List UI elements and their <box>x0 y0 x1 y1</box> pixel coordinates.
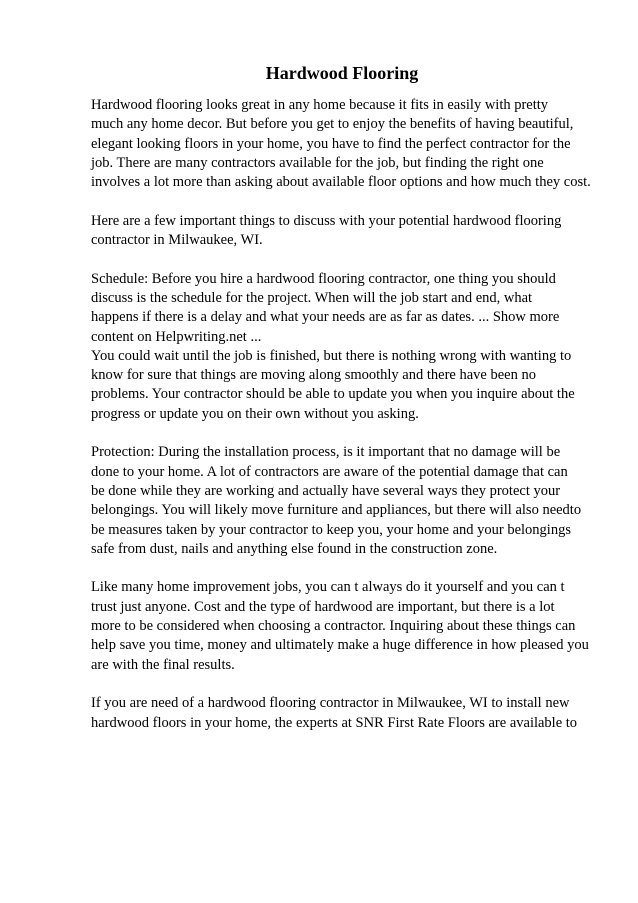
text-line: Here are a few important things to discuss with your potential hardwood flooring <box>91 212 562 229</box>
text-line: job. There are many contractors available for the job, but finding the right one <box>91 154 544 171</box>
text-line: Protection: During the installation process, is it important that no damage will be <box>91 444 561 461</box>
paragraph-schedule <box>91 270 621 347</box>
text-line: elegant looking floors in your home, you have to find the perfect contractor for the <box>91 135 571 152</box>
text-line: If you are need of a hardwood flooring contractor in Milwaukee, WI to install new <box>91 695 570 712</box>
paragraph-home-improvement <box>91 578 621 674</box>
text-line: help save you time, money and ultimately make a huge difference in how pleased you <box>91 637 589 654</box>
page-title: Hardwood Flooring <box>265 63 419 83</box>
text-line: problems. Your contractor should be able to update you when you inquire about the <box>91 386 575 403</box>
document-body <box>91 96 621 752</box>
text-line: more to be considered when choosing a contractor. Inquiring about these things can <box>91 618 576 635</box>
text-line: hardwood floors in your home, the experts at SNR First Rate Floors are available to <box>91 714 578 731</box>
paragraph-things-to-discuss <box>91 212 621 251</box>
text-line: know for sure that things are moving along smoothly and there have been no <box>91 367 536 384</box>
paragraph-updates <box>91 347 621 424</box>
text-line: much any home decor. But before you get to enjoy the benefits of having beautiful, <box>91 116 574 133</box>
text-line: safe from dust, nails and anything else found in the construction zone. <box>91 540 498 557</box>
text-line: Schedule: Before you hire a hardwood flooring contractor, one thing you should <box>91 270 556 287</box>
text-line: happens if there is a delay and what your needs are as far as dates. ... Show more <box>91 309 560 326</box>
text-line: done to your home. A lot of contractors are aware of the potential damage that can <box>91 463 568 480</box>
text-line: be done while they are working and actually have several ways they protect your <box>91 482 561 499</box>
text-line: trust just anyone. Cost and the type of hardwood are important, but there is a lot <box>91 598 555 615</box>
text-line: involves a lot more than asking about available floor options and how much they cost. <box>91 174 591 191</box>
text-line: discuss is the schedule for the project. When will the job start and end, what <box>91 289 533 306</box>
text-line: progress or update you on their own without you asking. <box>91 405 419 422</box>
paragraph-contact <box>91 694 621 733</box>
paragraph-intro <box>91 96 621 192</box>
text-line: contractor in Milwaukee, WI. <box>91 232 263 249</box>
text-line: are with the final results. <box>91 656 235 673</box>
text-line: Like many home improvement jobs, you can t always do it yourself and you can t <box>91 579 565 596</box>
text-line: belongings. You will likely move furniture and appliances, but there will also needto <box>91 502 582 519</box>
paragraph-protection <box>91 443 621 559</box>
text-line: content on Helpwriting.net ... <box>91 328 262 345</box>
text-line: You could wait until the job is finished, but there is nothing wrong with wanting to <box>91 347 572 364</box>
text-line: be measures taken by your contractor to keep you, your home and your belongings <box>91 521 571 538</box>
text-line: Hardwood flooring looks great in any home because it fits in easily with pretty <box>91 97 549 113</box>
